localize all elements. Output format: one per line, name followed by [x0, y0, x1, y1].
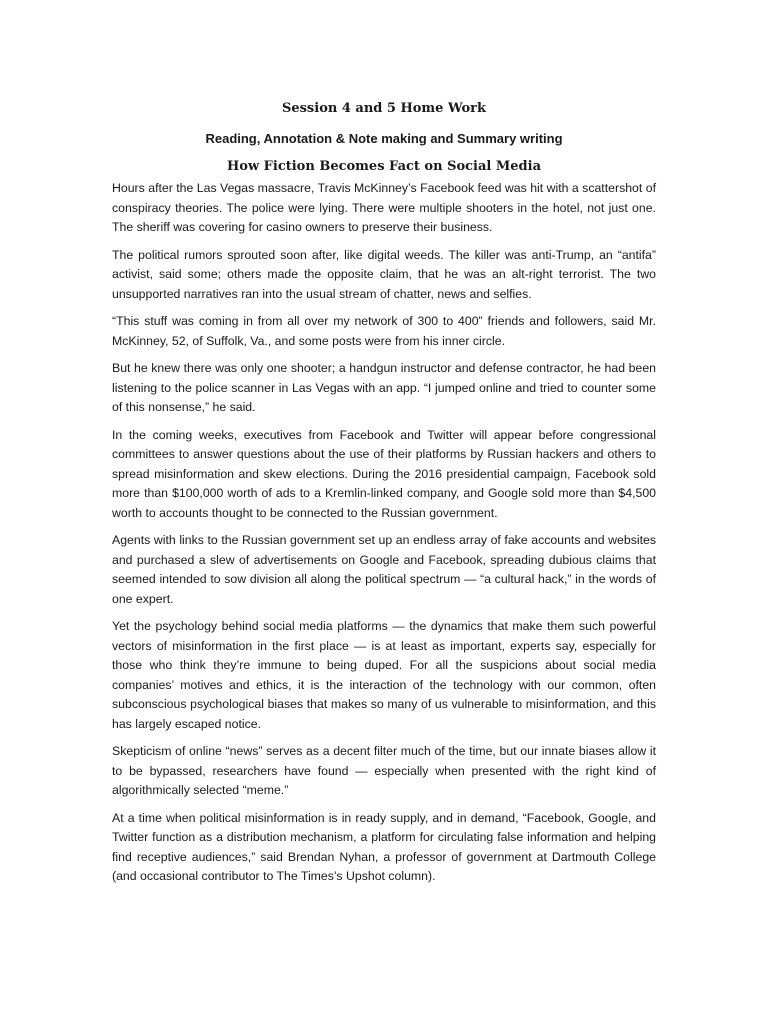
paragraph-9: At a time when political misinformation is in ready supply, and in demand, “Facebook, Google, and Twitter function as a distribution mechanism, a platform for circulating false information and helping find receptive audiences,” said Brendan Nyhan, a professor of government at Dartmouth College (and occasional contributor to The Times’s Upshot column).: [112, 810, 656, 883]
paragraph-3: “This stuff was coming in from all over my network of 300 to 400” friends and followers, said Mr. McKinney, 52, of Suffolk, Va., and some posts were from his inner circle.: [112, 314, 656, 348]
paragraph-1: Hours after the Las Vegas massacre, Travis McKinney’s Facebook feed was hit with a scattershot of conspiracy theories. The police were lying. There were multiple shooters in the hotel, not just one. The sheriff was covering for casino owners to preserve their business.: [112, 181, 656, 234]
paragraph-7: Yet the psychology behind social media platforms — the dynamics that make them such powerful vectors of misinformation in the first place — is at least as important, experts say, especially for those who think they’re immune to being duped. For all the suspicions about social media companies’ motives and ethics, it is the interaction of the technology with our common, often subconscious psychological biases that makes so many of us vulnerable to misinformation, and this has largely escaped notice.: [112, 619, 656, 731]
document-title: Session 4 and 5 Home Work: [281, 101, 487, 116]
paragraph-8: Skepticism of online “news” serves as a decent filter much of the time, but our innate biases allow it to be bypassed, researchers have found — especially when presented with the right kind of algorithmically selected “meme.”: [112, 744, 656, 797]
article-title: How Fiction Becomes Fact on Social Media: [226, 159, 541, 174]
paragraph-2: The political rumors sprouted soon after, like digital weeds. The killer was anti-Trump, an “antifa” activist, said some; others made the opposite claim, that he was an alt-right terrorist. The two unsupported narratives ran into the usual stream of chatter, news and selfies.: [112, 247, 656, 301]
paragraph-4: But he knew there was only one shooter; a handgun instructor and defense contractor, he had been listening to the police scanner in Las Vegas with an app. “I jumped online and tried to counter some of this nonsense,” he said.: [112, 361, 656, 414]
document-subtitle: Reading, Annotation & Note making and Summary writing: [205, 131, 563, 146]
paragraph-5: In the coming weeks, executives from Facebook and Twitter will appear before congressional committees to answer questions about the use of their platforms by Russian hackers and others to spread misinformation and skew elections. During the 2016 presidential campaign, Facebook sold more than $100,000 worth of ads to a Kremlin-linked company, and Google sold more than $4,500 worth to accounts thought to be connected to the Russian government.: [112, 427, 656, 520]
article-body: [112, 179, 656, 895]
paragraph-6: Agents with links to the Russian government set up an endless array of fake accounts and websites and purchased a slew of advertisements on Google and Facebook, spreading dubious claims that seemed intended to sow division all along the political spectrum — “a cultural hack,” in the words of one expert.: [112, 533, 656, 606]
